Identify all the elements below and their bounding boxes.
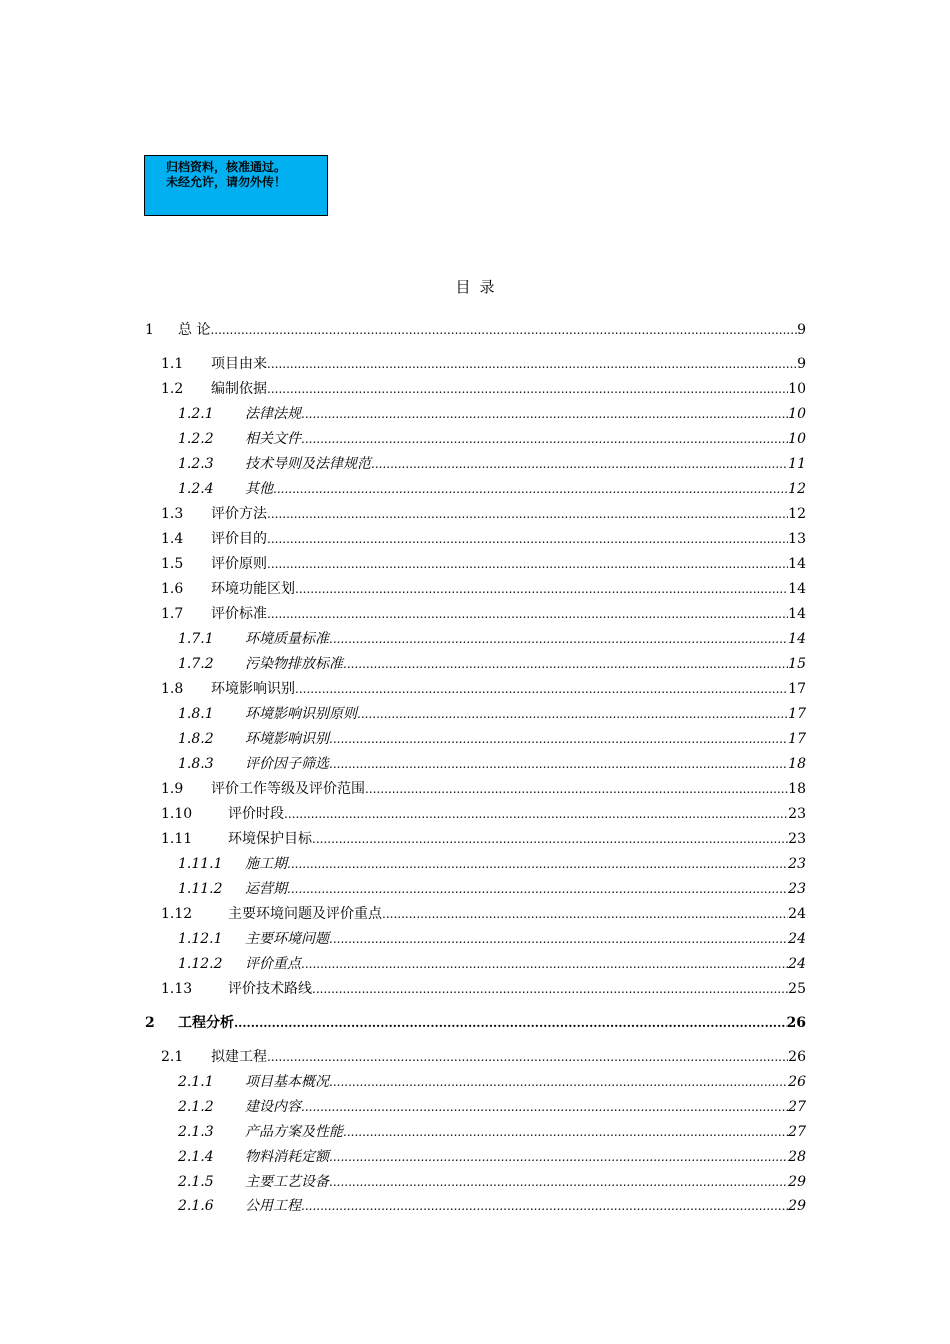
toc-leader-dots	[301, 429, 788, 449]
toc-entry-title: 评价时段	[228, 806, 284, 822]
toc-entry-title: 编制依据	[211, 381, 267, 397]
toc-entry-title: 施工期	[245, 856, 287, 872]
toc-leader-dots	[329, 729, 788, 749]
toc-leader-dots	[267, 604, 788, 624]
toc-leader-dots	[287, 854, 788, 874]
toc-leader-dots	[267, 529, 788, 549]
toc-entry[interactable]	[0, 1097, 950, 1117]
toc-entry[interactable]	[0, 529, 950, 549]
toc-entry-title: 项目基本概况	[245, 1074, 329, 1090]
toc-entry-title: 法律法规	[245, 406, 301, 422]
toc-entry-page: 29	[788, 1174, 806, 1190]
toc-entry-number: 1.7	[161, 606, 184, 622]
toc-entry-number: 2.1.3	[178, 1124, 214, 1140]
toc-entry-page: 11	[788, 456, 806, 472]
toc-entry-number: 2	[145, 1015, 155, 1031]
toc-entry-page: 23	[788, 806, 806, 822]
toc-leader-dots	[267, 504, 788, 524]
toc-leader-dots	[329, 1172, 788, 1192]
toc-entry-number: 2.1.4	[178, 1149, 214, 1165]
toc-entry-number: 1.2.4	[178, 481, 214, 497]
toc-entry-number: 2.1.5	[178, 1174, 214, 1190]
toc-leader-dots	[273, 479, 788, 499]
toc-entry-number: 1.2	[161, 381, 184, 397]
toc-entry-title: 工程分析	[178, 1015, 234, 1031]
toc-leader-dots	[267, 354, 797, 374]
toc-leader-dots	[287, 879, 788, 899]
toc-entry[interactable]	[0, 579, 950, 599]
toc-entry-page: 25	[788, 981, 806, 997]
toc-entry-title: 环境影响识别原则	[245, 706, 357, 722]
toc-leader-dots	[267, 379, 788, 399]
toc-entry-number: 1.11.2	[178, 881, 223, 897]
toc-leader-dots	[267, 554, 788, 574]
toc-entry-title: 环境影响识别	[245, 731, 329, 747]
toc-entry[interactable]	[0, 829, 950, 849]
toc-entry-title: 产品方案及性能	[245, 1124, 343, 1140]
toc-entry-page: 29	[788, 1198, 806, 1214]
toc-entry-page: 14	[788, 581, 806, 597]
toc-entry[interactable]	[0, 404, 950, 424]
stamp-line-2: 未经允许，请勿外传！	[166, 175, 287, 189]
toc-entry[interactable]	[0, 854, 950, 874]
toc-leader-dots	[301, 954, 788, 974]
toc-entry[interactable]	[0, 604, 950, 624]
toc-entry[interactable]	[0, 479, 950, 499]
toc-entry-number: 2.1.2	[178, 1099, 214, 1115]
toc-leader-dots	[301, 1196, 788, 1216]
toc-entry[interactable]	[0, 1072, 950, 1092]
toc-entry-page: 12	[788, 506, 806, 522]
toc-leader-dots	[329, 1072, 788, 1092]
toc-entry-title: 主要工艺设备	[245, 1174, 329, 1190]
toc-entry-number: 1.5	[161, 556, 184, 572]
toc-entry[interactable]	[0, 320, 950, 340]
toc-entry[interactable]	[0, 1147, 950, 1167]
toc-entry[interactable]	[0, 779, 950, 799]
toc-entry[interactable]	[0, 879, 950, 899]
toc-entry-page: 18	[788, 781, 806, 797]
toc-entry-number: 1.8	[161, 681, 184, 697]
toc-entry-number: 1.12.1	[178, 931, 223, 947]
toc-leader-dots	[312, 979, 788, 999]
toc-leader-dots	[234, 1013, 787, 1033]
toc-entry[interactable]	[0, 454, 950, 474]
toc-entry-page: 14	[788, 556, 806, 572]
toc-entry-title: 其他	[245, 481, 273, 497]
toc-entry[interactable]	[0, 904, 950, 924]
toc-entry-title: 评价因子筛选	[245, 756, 329, 772]
toc-entry-number: 1.12.2	[178, 956, 223, 972]
toc-entry-number: 1.7.2	[178, 656, 214, 672]
toc-entry-page: 12	[788, 481, 806, 497]
toc-leader-dots	[312, 829, 788, 849]
toc-leader-dots	[295, 579, 788, 599]
toc-leader-dots	[343, 1122, 788, 1142]
toc-entry-page: 26	[788, 1074, 806, 1090]
toc-entry-title: 建设内容	[245, 1099, 301, 1115]
toc-leader-dots	[365, 779, 788, 799]
toc-heading: 目录	[455, 278, 504, 296]
toc-entry-title: 评价目的	[211, 531, 267, 547]
toc-entry-page: 14	[788, 631, 806, 647]
toc-leader-dots	[343, 654, 788, 674]
toc-entry[interactable]	[0, 729, 950, 749]
toc-entry-title: 评价重点	[245, 956, 301, 972]
toc-entry-title: 公用工程	[245, 1198, 301, 1214]
toc-entry-title: 评价工作等级及评价范围	[211, 781, 365, 797]
toc-entry-page: 23	[788, 881, 806, 897]
toc-entry-title: 总 论	[178, 322, 211, 338]
toc-entry-title: 环境影响识别	[211, 681, 295, 697]
toc-entry-title: 运营期	[245, 881, 287, 897]
toc-entry-page: 14	[788, 606, 806, 622]
toc-entry[interactable]	[0, 1013, 950, 1033]
toc-leader-dots	[329, 1147, 788, 1167]
toc-entry-title: 拟建工程	[211, 1049, 267, 1065]
toc-entry-page: 26	[786, 1015, 806, 1031]
toc-entry-title: 技术导则及法律规范	[245, 456, 371, 472]
toc-entry-number: 1.2.2	[178, 431, 214, 447]
toc-entry-page: 26	[788, 1049, 806, 1065]
toc-entry-page: 17	[788, 731, 806, 747]
toc-entry[interactable]	[0, 379, 950, 399]
toc-entry-number: 1.4	[161, 531, 184, 547]
toc-entry[interactable]	[0, 629, 950, 649]
toc-entry[interactable]	[0, 929, 950, 949]
toc-entry-title: 污染物排放标准	[245, 656, 343, 672]
toc-entry-number: 1.12	[161, 906, 193, 922]
toc-leader-dots	[210, 320, 797, 340]
toc-leader-dots	[329, 754, 788, 774]
toc-entry-number: 1.13	[161, 981, 193, 997]
toc-leader-dots	[267, 1047, 788, 1067]
toc-entry[interactable]	[0, 704, 950, 724]
toc-entry[interactable]	[0, 679, 950, 699]
toc-entry-page: 28	[788, 1149, 806, 1165]
toc-entry-page: 24	[788, 906, 806, 922]
toc-leader-dots	[301, 404, 788, 424]
toc-leader-dots	[371, 454, 788, 474]
toc-entry-title: 评价标准	[211, 606, 267, 622]
toc-entry[interactable]	[0, 954, 950, 974]
toc-entry[interactable]	[0, 754, 950, 774]
toc-entry-title: 评价方法	[211, 506, 267, 522]
toc-entry[interactable]	[0, 354, 950, 374]
toc-entry-number: 1.6	[161, 581, 184, 597]
toc-entry-page: 24	[788, 956, 806, 972]
toc-entry-page: 9	[797, 322, 806, 338]
toc-entry-page: 27	[788, 1099, 806, 1115]
toc-entry-page: 15	[788, 656, 806, 672]
toc-entry-title: 主要环境问题及评价重点	[228, 906, 382, 922]
toc-entry-number: 1.11	[161, 831, 193, 847]
toc-leader-dots	[301, 1097, 788, 1117]
toc-entry-title: 相关文件	[245, 431, 301, 447]
toc-entry-number: 1.1	[161, 356, 184, 372]
toc-entry-title: 环境质量标准	[245, 631, 329, 647]
toc-entry-number: 2.1.1	[178, 1074, 214, 1090]
toc-entry-number: 1.11.1	[178, 856, 223, 872]
toc-entry-page: 10	[788, 406, 806, 422]
toc-entry-number: 1.2.3	[178, 456, 214, 472]
toc-entry-number: 1	[145, 322, 154, 338]
toc-leader-dots	[284, 804, 788, 824]
toc-entry-number: 1.8.1	[178, 706, 214, 722]
toc-entry-number: 1.3	[161, 506, 184, 522]
toc-entry-title: 项目由来	[211, 356, 267, 372]
toc-entry-title: 评价技术路线	[228, 981, 312, 997]
toc-leader-dots	[357, 704, 788, 724]
toc-entry-page: 9	[797, 356, 806, 372]
toc-entry[interactable]	[0, 1196, 950, 1216]
toc-entry[interactable]	[0, 804, 950, 824]
toc-entry-page: 27	[788, 1124, 806, 1140]
toc-entry[interactable]	[0, 1122, 950, 1142]
toc-entry-page: 17	[788, 681, 806, 697]
toc-entry[interactable]	[0, 554, 950, 574]
toc-entry[interactable]	[0, 1172, 950, 1192]
toc-entry-number: 1.7.1	[178, 631, 214, 647]
toc-entry-title: 环境功能区划	[211, 581, 295, 597]
toc-entry-number: 2.1	[161, 1049, 184, 1065]
toc-leader-dots	[382, 904, 788, 924]
toc-entry-page: 24	[788, 931, 806, 947]
toc-entry[interactable]	[0, 429, 950, 449]
toc-entry-title: 主要环境问题	[245, 931, 329, 947]
toc-entry-page: 18	[788, 756, 806, 772]
toc-leader-dots	[329, 929, 788, 949]
toc-entry-page: 23	[788, 856, 806, 872]
toc-leader-dots	[295, 679, 788, 699]
toc-entry-number: 2.1.6	[178, 1198, 214, 1214]
toc-entry-number: 1.9	[161, 781, 184, 797]
toc-entry-number: 1.2.1	[178, 406, 214, 422]
toc-entry[interactable]	[0, 504, 950, 524]
toc-entry-page: 23	[788, 831, 806, 847]
toc-entry-page: 10	[788, 381, 806, 397]
toc-entry-number: 1.8.2	[178, 731, 214, 747]
toc-entry-page: 13	[788, 531, 806, 547]
toc-entry-title: 评价原则	[211, 556, 267, 572]
toc-entry-title: 物料消耗定额	[245, 1149, 329, 1165]
toc-entry-page: 10	[788, 431, 806, 447]
toc-entry-title: 环境保护目标	[228, 831, 312, 847]
toc-entry-page: 17	[788, 706, 806, 722]
toc-entry-number: 1.8.3	[178, 756, 214, 772]
toc-entry[interactable]	[0, 654, 950, 674]
toc-leader-dots	[329, 629, 788, 649]
toc-entry-number: 1.10	[161, 806, 193, 822]
toc-entry[interactable]	[0, 979, 950, 999]
toc-entry[interactable]	[0, 1047, 950, 1067]
stamp-line-1: 归档资料，核准通过。	[166, 160, 287, 174]
